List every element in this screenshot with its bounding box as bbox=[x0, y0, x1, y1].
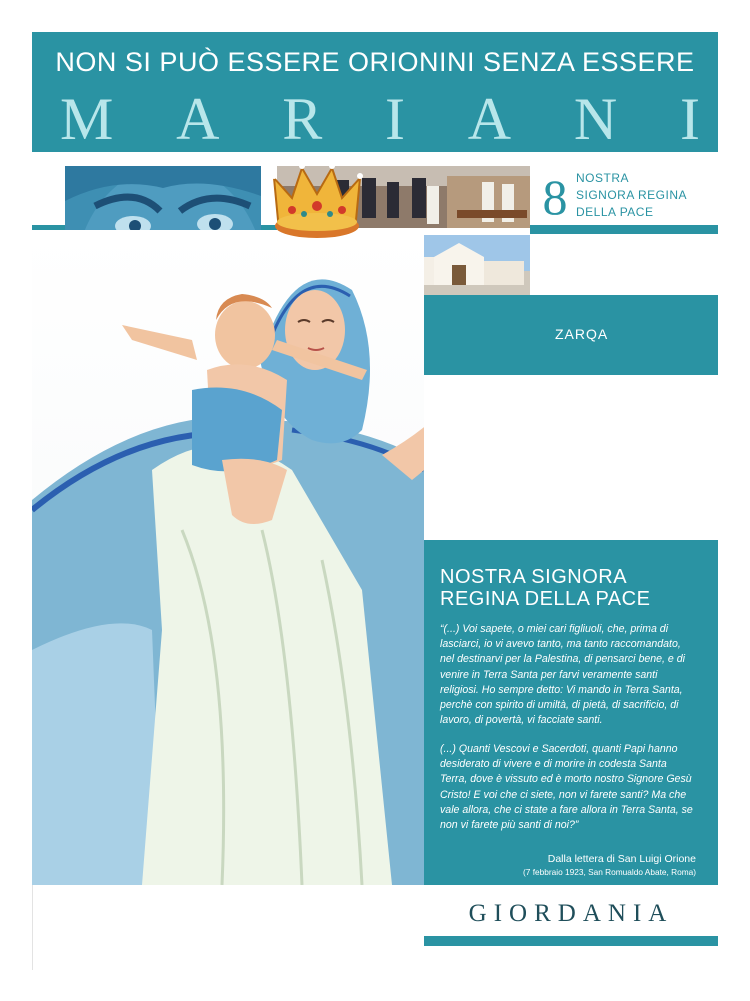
article-paragraph: (...) Quanti Vescovi e Sacerdoti, quanti Papi hanno desiderato di vivere e di morire in codesta Santa Terra, dove è vissuto ed è morto nostro Signore Gesù Cristo! E voi che ci siete, non vi farete santi? Ma che vale allora, che ci state a fare allora in Terra Santa, se non vi farete più santi di noi?” bbox=[440, 743, 693, 832]
header-letter: I bbox=[680, 86, 700, 152]
header-letter: M bbox=[60, 86, 114, 152]
header-letter: R bbox=[282, 86, 323, 152]
header-letter: N bbox=[573, 86, 618, 152]
header-letter: A bbox=[176, 86, 220, 152]
header-letter: A bbox=[467, 86, 512, 152]
issue-title-line: SIGNORA REGINA bbox=[576, 188, 688, 202]
article-title-line: REGINA DELLA PACE bbox=[440, 588, 651, 610]
header-title-line1: NON SI PUÒ ESSERE ORIONINI SENZA ESSERE bbox=[55, 47, 695, 77]
bottom-accent-bar bbox=[424, 936, 718, 946]
article-paragraph: “(...) Voi sapete, o miei cari figliuoli, che, prima di lasciarci, io vi avevo tanto, ma tanto raccomandato, nel destinarvi per la Palestina, di pensarci bene, e di venire in Terra Santa per farvi veramente santi religiosi. Ho sempre detto: Vi mando in Terra Santa, perchè con spirito di umiltà, di pietà, di sacrificio, di lavoro, di povertà, vi facciate santi. bbox=[440, 623, 685, 727]
page-edge-line bbox=[32, 885, 33, 970]
issue-title bbox=[576, 170, 716, 221]
header-title-mariani bbox=[60, 84, 700, 154]
article-title-line: NOSTRA SIGNORA bbox=[440, 566, 628, 588]
article-title bbox=[440, 566, 710, 610]
article-source: Dalla lettera di San Luigi Orione bbox=[547, 853, 696, 865]
location-label: ZARQA bbox=[555, 326, 609, 342]
crown-image bbox=[270, 160, 365, 245]
header-letter: I bbox=[385, 86, 406, 152]
issue-number: 8 bbox=[542, 169, 568, 225]
article-source-date: (7 febbraio 1923, San Romualdo Abate, Roma) bbox=[523, 867, 696, 877]
madonna-painting-image bbox=[32, 230, 424, 885]
issue-title-line: DELLA PACE bbox=[576, 205, 654, 219]
country-label: GIORDANIA bbox=[468, 900, 674, 927]
issue-title-line: NOSTRA bbox=[576, 171, 630, 185]
